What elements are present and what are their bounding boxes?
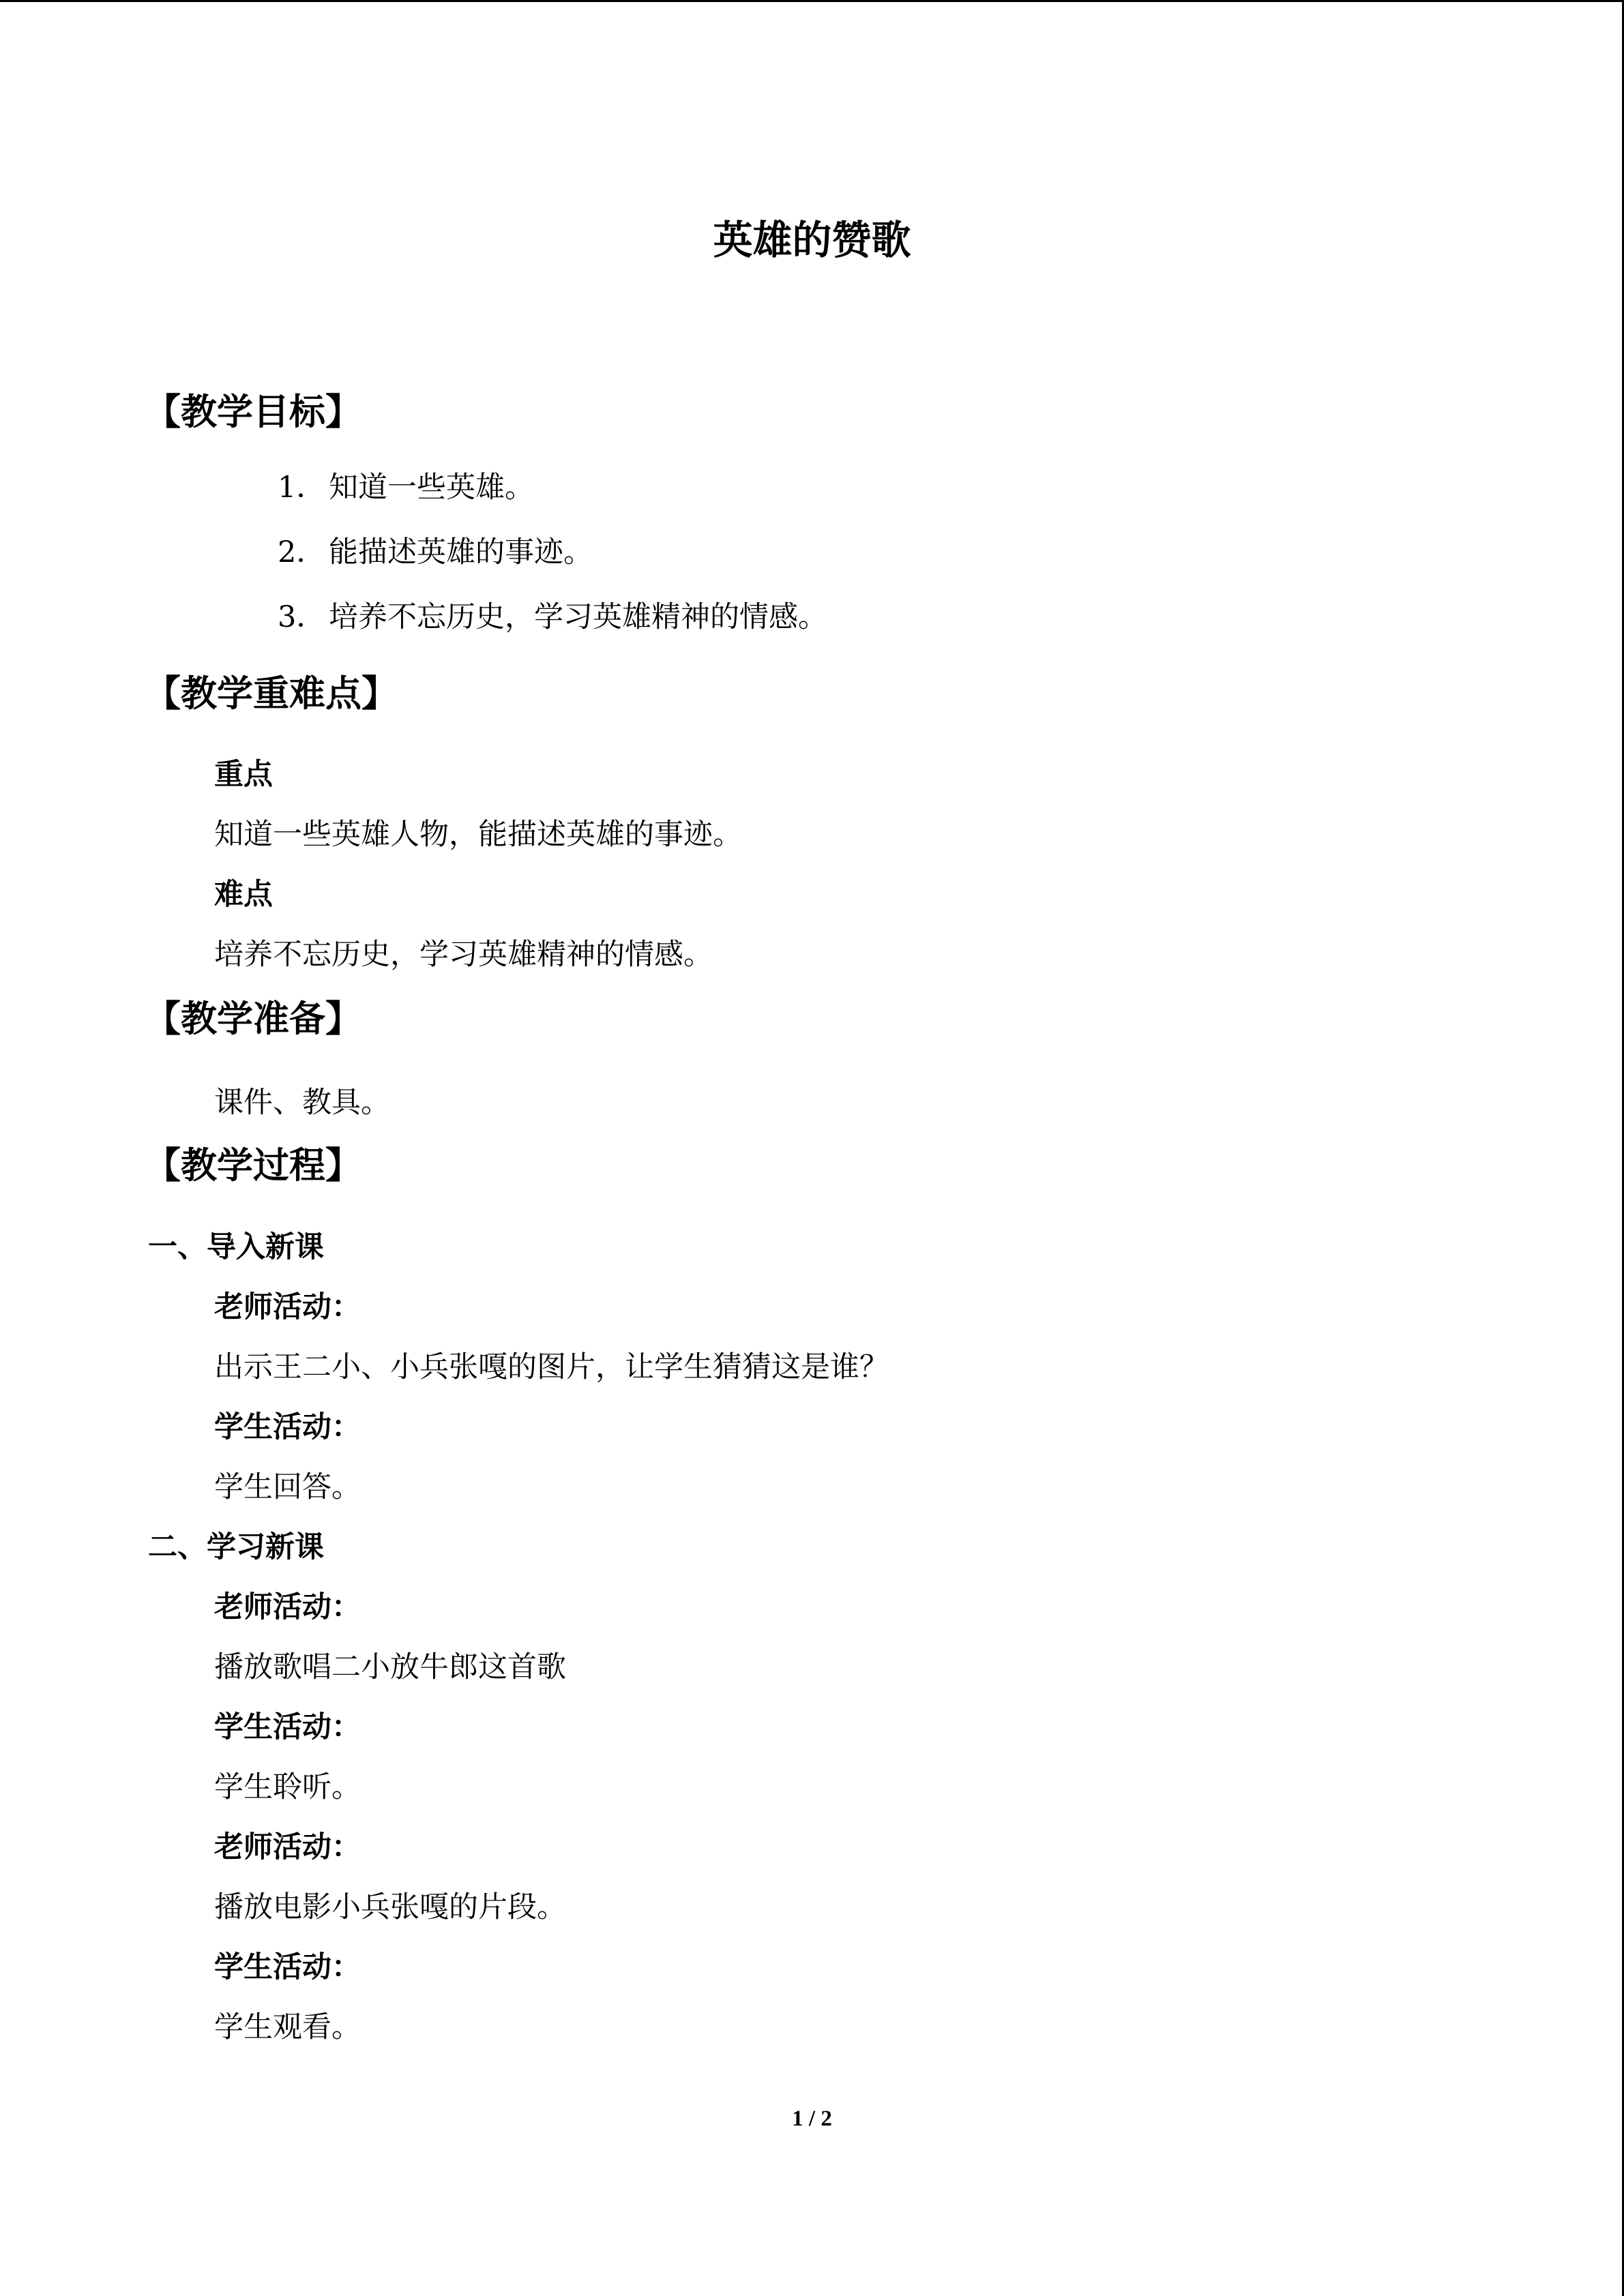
student-activity-label: 学生活动： <box>214 1410 361 1444</box>
goal-item-text: 知道一些英雄。 <box>329 471 534 505</box>
goal-item-text: 能描述英雄的事迹。 <box>329 535 593 569</box>
student-activity-text: 学生聆听。 <box>214 1770 361 1804</box>
section-heading-process: 【教学过程】 <box>145 1145 361 1187</box>
goal-item-number: 1． <box>278 471 326 505</box>
page-title: 英雄的赞歌 <box>713 217 911 263</box>
teacher-activity-label: 老师活动： <box>214 1590 361 1624</box>
student-activity-text: 学生观看。 <box>214 2010 361 2044</box>
teacher-activity-text: 播放歌唱二小放牛郎这首歌 <box>214 1650 566 1684</box>
focus-text: 知道一些英雄人物，能描述英雄的事迹。 <box>214 818 742 852</box>
page-number: 1 / 2 <box>792 2106 832 2131</box>
student-activity-label: 学生活动： <box>214 1950 361 1984</box>
step-heading-intro: 一、导入新课 <box>148 1230 324 1264</box>
section-heading-goals: 【教学目标】 <box>145 391 361 433</box>
difficulty-label: 难点 <box>214 878 273 912</box>
goal-item-1 <box>278 467 534 508</box>
teacher-activity-text: 出示王二小、小兵张嘎的图片，让学生猜猜这是谁？ <box>214 1350 889 1384</box>
section-heading-preparation: 【教学准备】 <box>145 998 361 1040</box>
student-activity-text: 学生回答。 <box>214 1470 361 1504</box>
goal-item-2 <box>278 532 593 573</box>
section-heading-key-points: 【教学重难点】 <box>145 673 398 715</box>
step-heading-new-lesson: 二、学习新课 <box>148 1530 324 1564</box>
preparation-text: 课件、教具。 <box>214 1086 390 1120</box>
student-activity-label: 学生活动： <box>214 1710 361 1744</box>
focus-label: 重点 <box>214 758 273 792</box>
teacher-activity-label: 老师活动： <box>214 1290 361 1324</box>
difficulty-text: 培养不忘历史，学习英雄精神的情感。 <box>214 938 713 972</box>
goal-item-number: 2． <box>278 535 326 569</box>
goal-item-3 <box>278 597 827 638</box>
teacher-activity-text: 播放电影小兵张嘎的片段。 <box>214 1890 566 1924</box>
teacher-activity-label: 老师活动： <box>214 1830 361 1864</box>
goal-item-number: 3． <box>278 600 326 634</box>
page-border-top <box>0 0 1624 2</box>
goal-item-text: 培养不忘历史，学习英雄精神的情感。 <box>329 600 827 634</box>
